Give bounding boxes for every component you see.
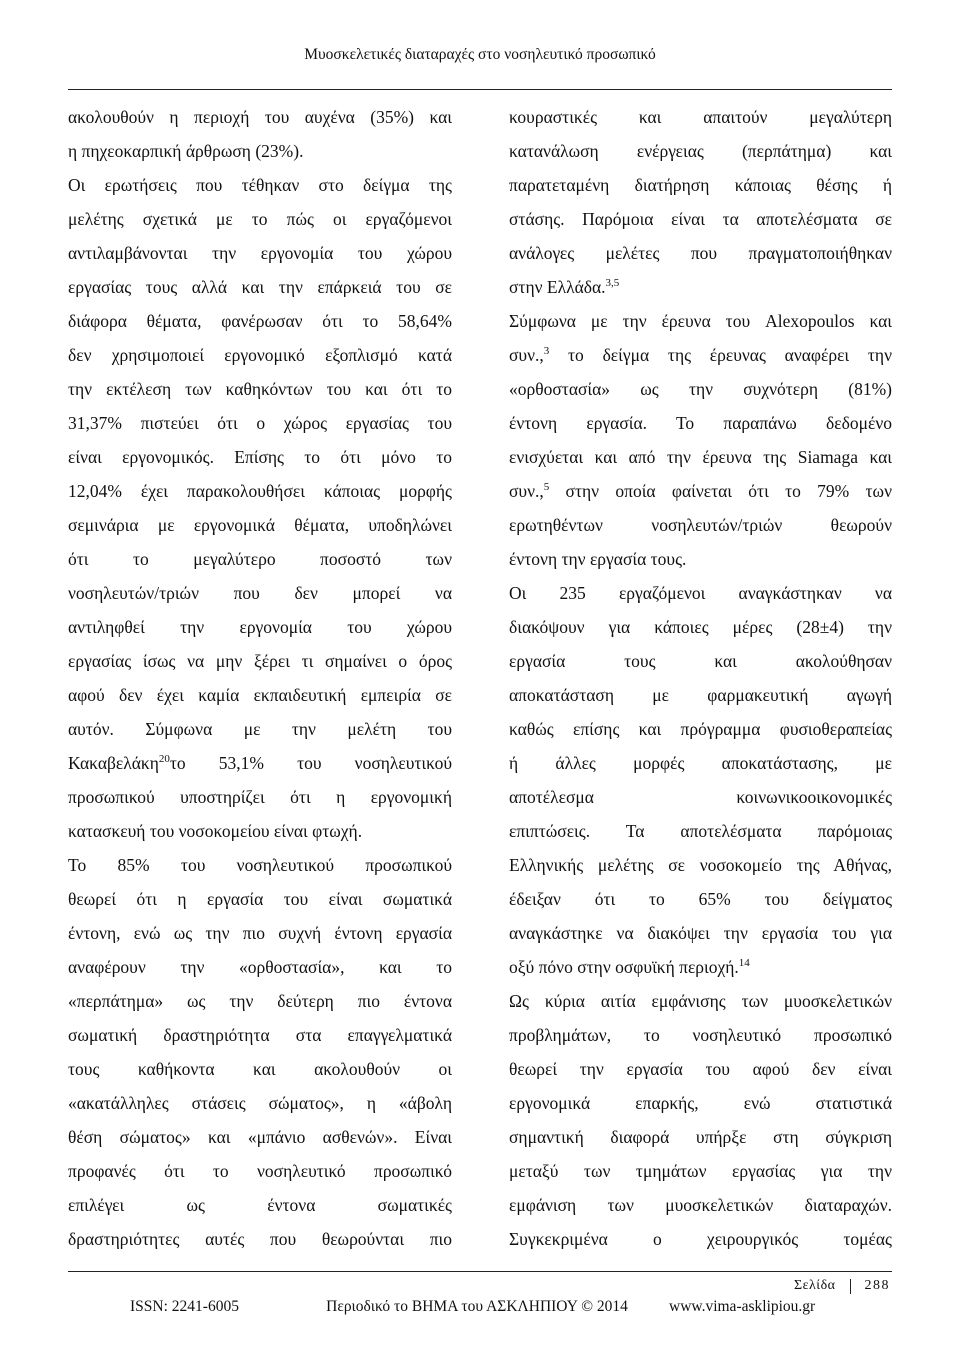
text-line <box>509 270 892 304</box>
text-line: εργασίας τους αλλά και την επάρκειά του σε <box>68 277 452 297</box>
text-line: ερωτηθέντων νοσηλευτών/τριών θεωρούν <box>509 515 892 535</box>
citation-superscript: 3 <box>543 345 550 358</box>
text-line: θεωρεί ότι η εργασία του είναι σωματικά <box>68 889 452 909</box>
text-line: κατασκευή του νοσοκομείου είναι φτωχή. <box>68 821 363 841</box>
text-segment: οξύ πόνο στην οσφυϊκή περιοχή. <box>509 957 739 977</box>
text-line: η πηχεοκαρπική άρθρωση (23%). <box>68 141 304 161</box>
text-line: αντιληφθεί την εργονομία του χώρου <box>68 617 452 637</box>
header-rule <box>68 89 892 90</box>
text-line: έδειξαν ότι το 65% του δείγματος <box>509 889 892 909</box>
text-line: στάσης. Παρόμοια είναι τα αποτελέσματα σε <box>509 209 892 229</box>
text-line: αυτόν. Σύμφωνα με την μελέτη του <box>68 719 452 739</box>
text-line <box>68 746 452 780</box>
text-line: κουραστικές και απαιτούν μεγαλύτερη <box>509 107 892 127</box>
text-line: αποτέλεσμα κοινωνικοοικονομικές <box>509 787 892 807</box>
text-line: σωματική δραστηριότητα στα επαγγελματικά <box>68 1025 452 1045</box>
page-label: Σελίδα <box>793 1278 836 1293</box>
text-line: εμφάνιση των μυοσκελετικών διαταραχών. <box>509 1195 892 1215</box>
page-separator <box>850 1279 851 1294</box>
text-line: προβλημάτων, το νοσηλευτικό προσωπικό <box>509 1025 892 1045</box>
text-segment: στην Ελλάδα. <box>509 277 606 297</box>
page-number-block <box>794 1277 890 1295</box>
text-line: αφού δεν έχει καμία εκπαιδευτική εμπειρία σε <box>68 685 452 705</box>
text-line: Ως κύρια αιτία εμφάνισης των μυοσκελετικών <box>509 991 892 1011</box>
text-segment: στην οποία φαίνεται ότι το 79% των <box>549 481 892 501</box>
text-line: έντονη την εργασία τους. <box>509 549 687 569</box>
text-line: Οι ερωτήσεις που τέθηκαν στο δείγμα της <box>68 175 452 195</box>
text-line: επιπτώσεις. Τα αποτελέσματα παρόμοιας <box>509 821 892 841</box>
text-line: έντονη εργασία. Το παραπάνω δεδομένο <box>509 413 892 433</box>
text-segment: το δείγμα της έρευνας αναφέρει την <box>549 345 892 365</box>
text-line: ότι το μεγαλύτερο ποσοστό των <box>68 549 452 569</box>
text-line: Σύμφωνα με την έρευνα του Alexopoulos και <box>509 311 892 331</box>
text-line: επιλέγει ως έντονα σωματικές <box>68 1195 452 1215</box>
text-line: 12,04% έχει παρακολουθήσει κάποιας μορφής <box>68 481 452 501</box>
text-line: Οι 235 εργαζόμενοι αναγκάστηκαν να <box>509 583 892 603</box>
text-line: τους καθήκοντα και ακολουθούν οι <box>68 1059 452 1079</box>
text-line: 31,37% πιστεύει ότι ο χώρος εργασίας του <box>68 413 452 433</box>
citation-superscript: 3,5 <box>605 277 620 290</box>
text-line: διάφορα θέματα, φανέρωσαν ότι το 58,64% <box>68 311 452 331</box>
text-line: «ορθοστασία» ως την συχνότερη (81%) <box>509 379 892 399</box>
text-line: Το 85% του νοσηλευτικού προσωπικού <box>68 855 452 875</box>
text-line: «ακατάλληλες στάσεις σώματος», η «άβολη <box>68 1093 452 1113</box>
text-line <box>509 474 892 508</box>
text-line: είναι εργονομικός. Επίσης το ότι μόνο το <box>68 447 452 467</box>
text-line: αποκατάσταση με φαρμακευτική αγωγή <box>509 685 892 705</box>
text-line: δεν χρησιμοποιεί εργονομικό εξοπλισμό κατά <box>68 345 452 365</box>
text-line: ενισχύεται και από την έρευνα της Siamaga και <box>509 447 892 467</box>
text-line: εργονομικά επαρκής, ενώ στατιστικά <box>509 1093 892 1113</box>
text-line: «περπάτημα» ως την δεύτερη πιο έντονα <box>68 991 452 1011</box>
text-line: ή άλλες μορφές αποκατάστασης, με <box>509 753 892 773</box>
text-line: σεμινάρια με εργονομικά θέματα, υποδηλώνει <box>68 515 452 535</box>
footer-rule <box>68 1271 892 1272</box>
citation-superscript: 5 <box>543 481 550 494</box>
text-line: μελέτης σχετικά με το πώς οι εργαζόμενοι <box>68 209 452 229</box>
text-segment: συν., <box>509 481 544 501</box>
text-line: εργασία τους και ακολούθησαν <box>509 651 892 671</box>
text-line: μεταξύ των τμημάτων εργασίας για την <box>509 1161 892 1181</box>
text-line: δραστηριότητες αυτές που θεωρούνται πιο <box>68 1229 452 1249</box>
text-line: διακόψουν για κάποιες μέρες (28±4) την <box>509 617 892 637</box>
text-line: θεωρεί την εργασία του αφού δεν είναι <box>509 1059 892 1079</box>
text-line: κατανάλωση ενέργειας (περπάτημα) και <box>509 141 892 161</box>
text-line <box>509 338 892 372</box>
footer-issn: ISSN: 2241-6005 <box>130 1298 239 1315</box>
text-line: εργασίας ίσως να μην ξέρει τι σημαίνει ο όρος <box>68 651 452 671</box>
text-segment: το 53,1% του νοσηλευτικού <box>169 753 452 773</box>
text-segment: Κακαβελάκη <box>68 753 159 773</box>
left-column <box>68 100 452 1256</box>
text-line <box>509 950 892 984</box>
text-line: την εκτέλεση των καθηκόντων του και ότι το <box>68 379 452 399</box>
running-title: Μυοσκελετικές διαταραχές στο νοσηλευτικό προσωπικό <box>304 46 656 63</box>
text-line: αντιλαμβάνονται την εργονομία του χώρου <box>68 243 452 263</box>
text-line: Ελληνικής μελέτης σε νοσοκομείο της Αθήνας, <box>509 855 892 875</box>
text-line: σημαντική διαφορά υπήρξε στη σύγκριση <box>509 1127 892 1147</box>
text-line: ανάλογες μελέτες που πραγματοποιήθηκαν <box>509 243 892 263</box>
text-line: προφανές ότι το νοσηλευτικό προσωπικό <box>68 1161 452 1181</box>
text-line: θέση σώματος» και «μπάνιο ασθενών». Είναι <box>68 1127 452 1147</box>
right-column <box>509 100 892 1256</box>
text-line: καθώς επίσης και πρόγραμμα φυσιοθεραπείας <box>509 719 892 739</box>
footer-journal: Περιοδικό το ΒΗΜΑ του ΑΣΚΛΗΠΙΟΥ © 2014 <box>326 1298 628 1315</box>
text-line: ακολουθούν η περιοχή του αυχένα (35%) και <box>68 107 452 127</box>
text-line: προσωπικού υποστηρίζει ότι η εργονομική <box>68 787 452 807</box>
text-line: αναφέρουν την «ορθοστασία», και το <box>68 957 452 977</box>
text-segment: συν., <box>509 345 544 365</box>
page-number: 288 <box>864 1278 890 1293</box>
citation-superscript: 14 <box>738 957 750 970</box>
text-line: έντονη, ενώ ως την πιο συχνή έντονη εργασία <box>68 923 452 943</box>
citation-superscript: 20 <box>158 753 170 766</box>
footer-website[interactable]: www.vima-asklipiou.gr <box>669 1298 816 1315</box>
text-line: αναγκάστηκε να διακόψει την εργασία του για <box>509 923 892 943</box>
text-line: νοσηλευτών/τριών που δεν μπορεί να <box>68 583 452 603</box>
text-line: Συγκεκριμένα ο χειρουργικός τομέας <box>509 1229 892 1249</box>
text-line: παρατεταμένη διατήρηση κάποιας θέσης ή <box>509 175 892 195</box>
